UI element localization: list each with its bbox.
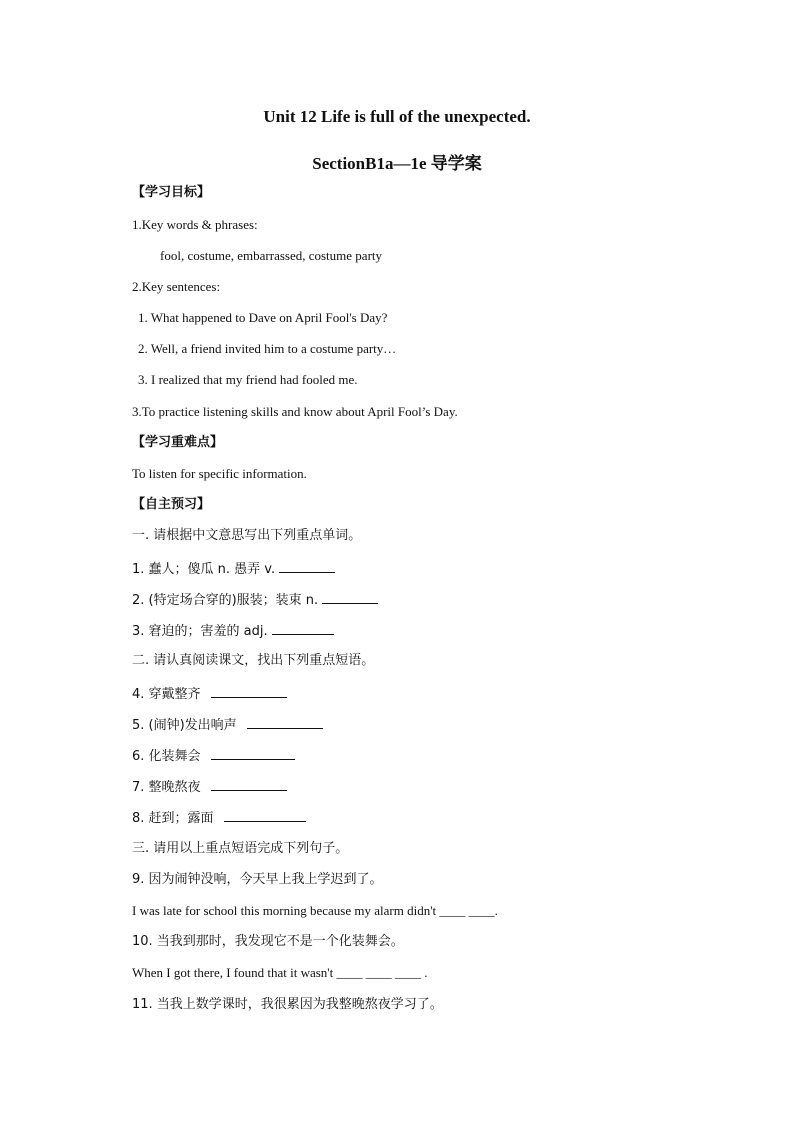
word-item-2-text: 2. (特定场合穿的)服装；装束 n.: [132, 593, 319, 608]
key-sentence-2: 2. Well, a friend invited him to a costume party…: [138, 341, 397, 356]
word-item-3: [132, 622, 334, 640]
word-item-1-text: 1. 蠢人；傻瓜 n. 愚弄 v.: [132, 562, 276, 577]
answer-blank: [279, 560, 335, 573]
key-sentence-1: 1. What happened to Dave on April Fool's Day?: [138, 310, 388, 325]
answer-blank: [247, 716, 323, 729]
objective-3: 3.To practice listening skills and know about April Fool’s Day.: [132, 404, 458, 419]
question-9-english: I was late for school this morning because my alarm didn't ____ ____.: [132, 903, 498, 918]
phrase-item-4: [132, 685, 287, 703]
key-sentence-3: 3. I realized that my friend had fooled me.: [138, 372, 358, 387]
question-9-chinese: 9. 因为闹钟没响，今天早上我上学迟到了。: [132, 872, 383, 887]
difficulty-heading: 【学习重难点】: [132, 435, 224, 450]
part3-title: 三. 请用以上重点短语完成下列句子。: [132, 841, 349, 856]
question-11-chinese: 11. 当我上数学课时，我很累因为我整晚熬夜学习了。: [132, 997, 443, 1012]
preview-heading: 【自主预习】: [132, 497, 211, 512]
key-words-label: 1.Key words & phrases:: [132, 217, 258, 232]
phrase-item-6-text: 6. 化装舞会: [132, 749, 201, 764]
answer-blank: [272, 622, 334, 635]
phrase-item-7: [132, 778, 287, 796]
word-item-1: [132, 560, 335, 578]
phrase-item-5: [132, 716, 323, 734]
phrase-item-8-text: 8. 赶到；露面: [132, 811, 214, 826]
page-title: Unit 12 Life is full of the unexpected.: [263, 107, 531, 126]
difficulty-text: To listen for specific information.: [132, 466, 307, 481]
answer-blank: [224, 809, 306, 822]
phrase-item-8: [132, 809, 306, 827]
phrase-item-7-text: 7. 整晚熬夜: [132, 780, 201, 795]
answer-blank: [211, 685, 287, 698]
phrase-item-5-text: 5. (闹钟)发出响声: [132, 718, 237, 733]
answer-blank: [211, 778, 287, 791]
word-item-3-text: 3. 窘迫的；害羞的 adj.: [132, 624, 268, 639]
page-subtitle: SectionB1a—1e 导学案: [312, 154, 482, 173]
question-10-chinese: 10. 当我到那时，我发现它不是一个化装舞会。: [132, 934, 404, 949]
objectives-heading: 【学习目标】: [132, 185, 211, 200]
word-item-2: [132, 591, 378, 609]
answer-blank: [322, 591, 378, 604]
phrase-item-6: [132, 747, 295, 765]
question-10-english: When I got there, I found that it wasn't ____ ____ ____ .: [132, 965, 428, 980]
phrase-item-4-text: 4. 穿戴整齐: [132, 687, 201, 702]
part1-title: 一. 请根据中文意思写出下列重点单词。: [132, 528, 362, 543]
answer-blank: [211, 747, 295, 760]
key-sentences-label: 2.Key sentences:: [132, 279, 221, 294]
part2-title: 二. 请认真阅读课文，找出下列重点短语。: [132, 653, 375, 668]
key-words-list: fool, costume, embarrassed, costume party: [160, 248, 383, 263]
